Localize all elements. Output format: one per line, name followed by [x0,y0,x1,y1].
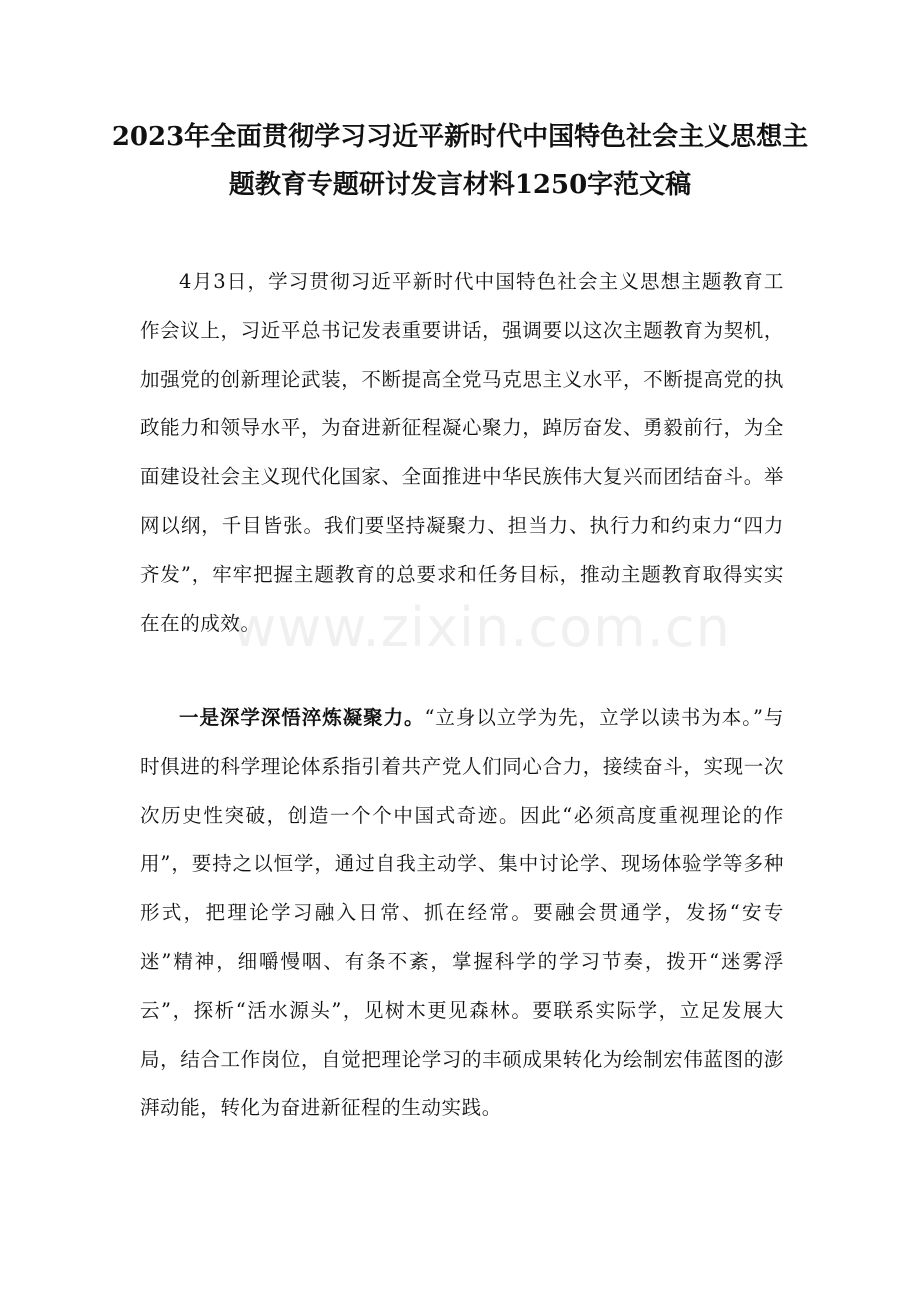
paragraph-intro [140,258,784,648]
paragraph-text: 4月3日，学习贯彻习近平新时代中国特色社会主义思想主题教育工作会议上，习近平总书记发表重要讲话，强调要以这次主题教育为契机，加强党的创新理论武装，不断提高全党马克思主义水平，不断提高党的执政能力和领导水平，为奋进新征程凝心聚力，踔厉奋发、勇毅前行，为全面建设社会主义现代化国家、全面推进中华民族伟大复兴而团结奋斗。举网以纲，千目皆张。我们要坚持凝聚力、担当力、执行力和约束力“四力齐发”，牢牢把握主题教育的总要求和任务目标，推动主题教育取得实实在在的成效。 [140,270,784,635]
paragraph-text: “立身以立学为先，立学以读书为本。”与时俱进的科学理论体系指引着共产党人们同心合力，接续奋斗，实现一次次历史性突破，创造一个个中国式奇迹。因此“必须高度重视理论的作用”，要持之以恒学，通过自我主动学、集中讨论学、现场体验学等多种形式，把理论学习融入日常、抓在经常。要融会贯通学，发扬“安专迷”精神，细嚼慢咽、有条不紊，掌握科学的学习节奏，拨开“迷雾浮云”，探析“活水源头”，见树木更见森林。要联系实际学，立足发展大局，结合工作岗位，自觉把理论学习的丰硕成果转化为绘制宏伟蓝图的澎湃动能，转化为奋进新征程的生动实践。 [140,706,784,1120]
watermark: www.zixin.com.cn [232,596,731,659]
paragraph-point-one [140,694,784,1133]
paragraph-lead: 一是深学深悟淬炼凝聚力。 [179,706,425,729]
document-title: 2023年全面贯彻学习习近平新时代中国特色社会主义思想主题教育专题研讨发言材料1250字范文稿 [111,122,809,200]
